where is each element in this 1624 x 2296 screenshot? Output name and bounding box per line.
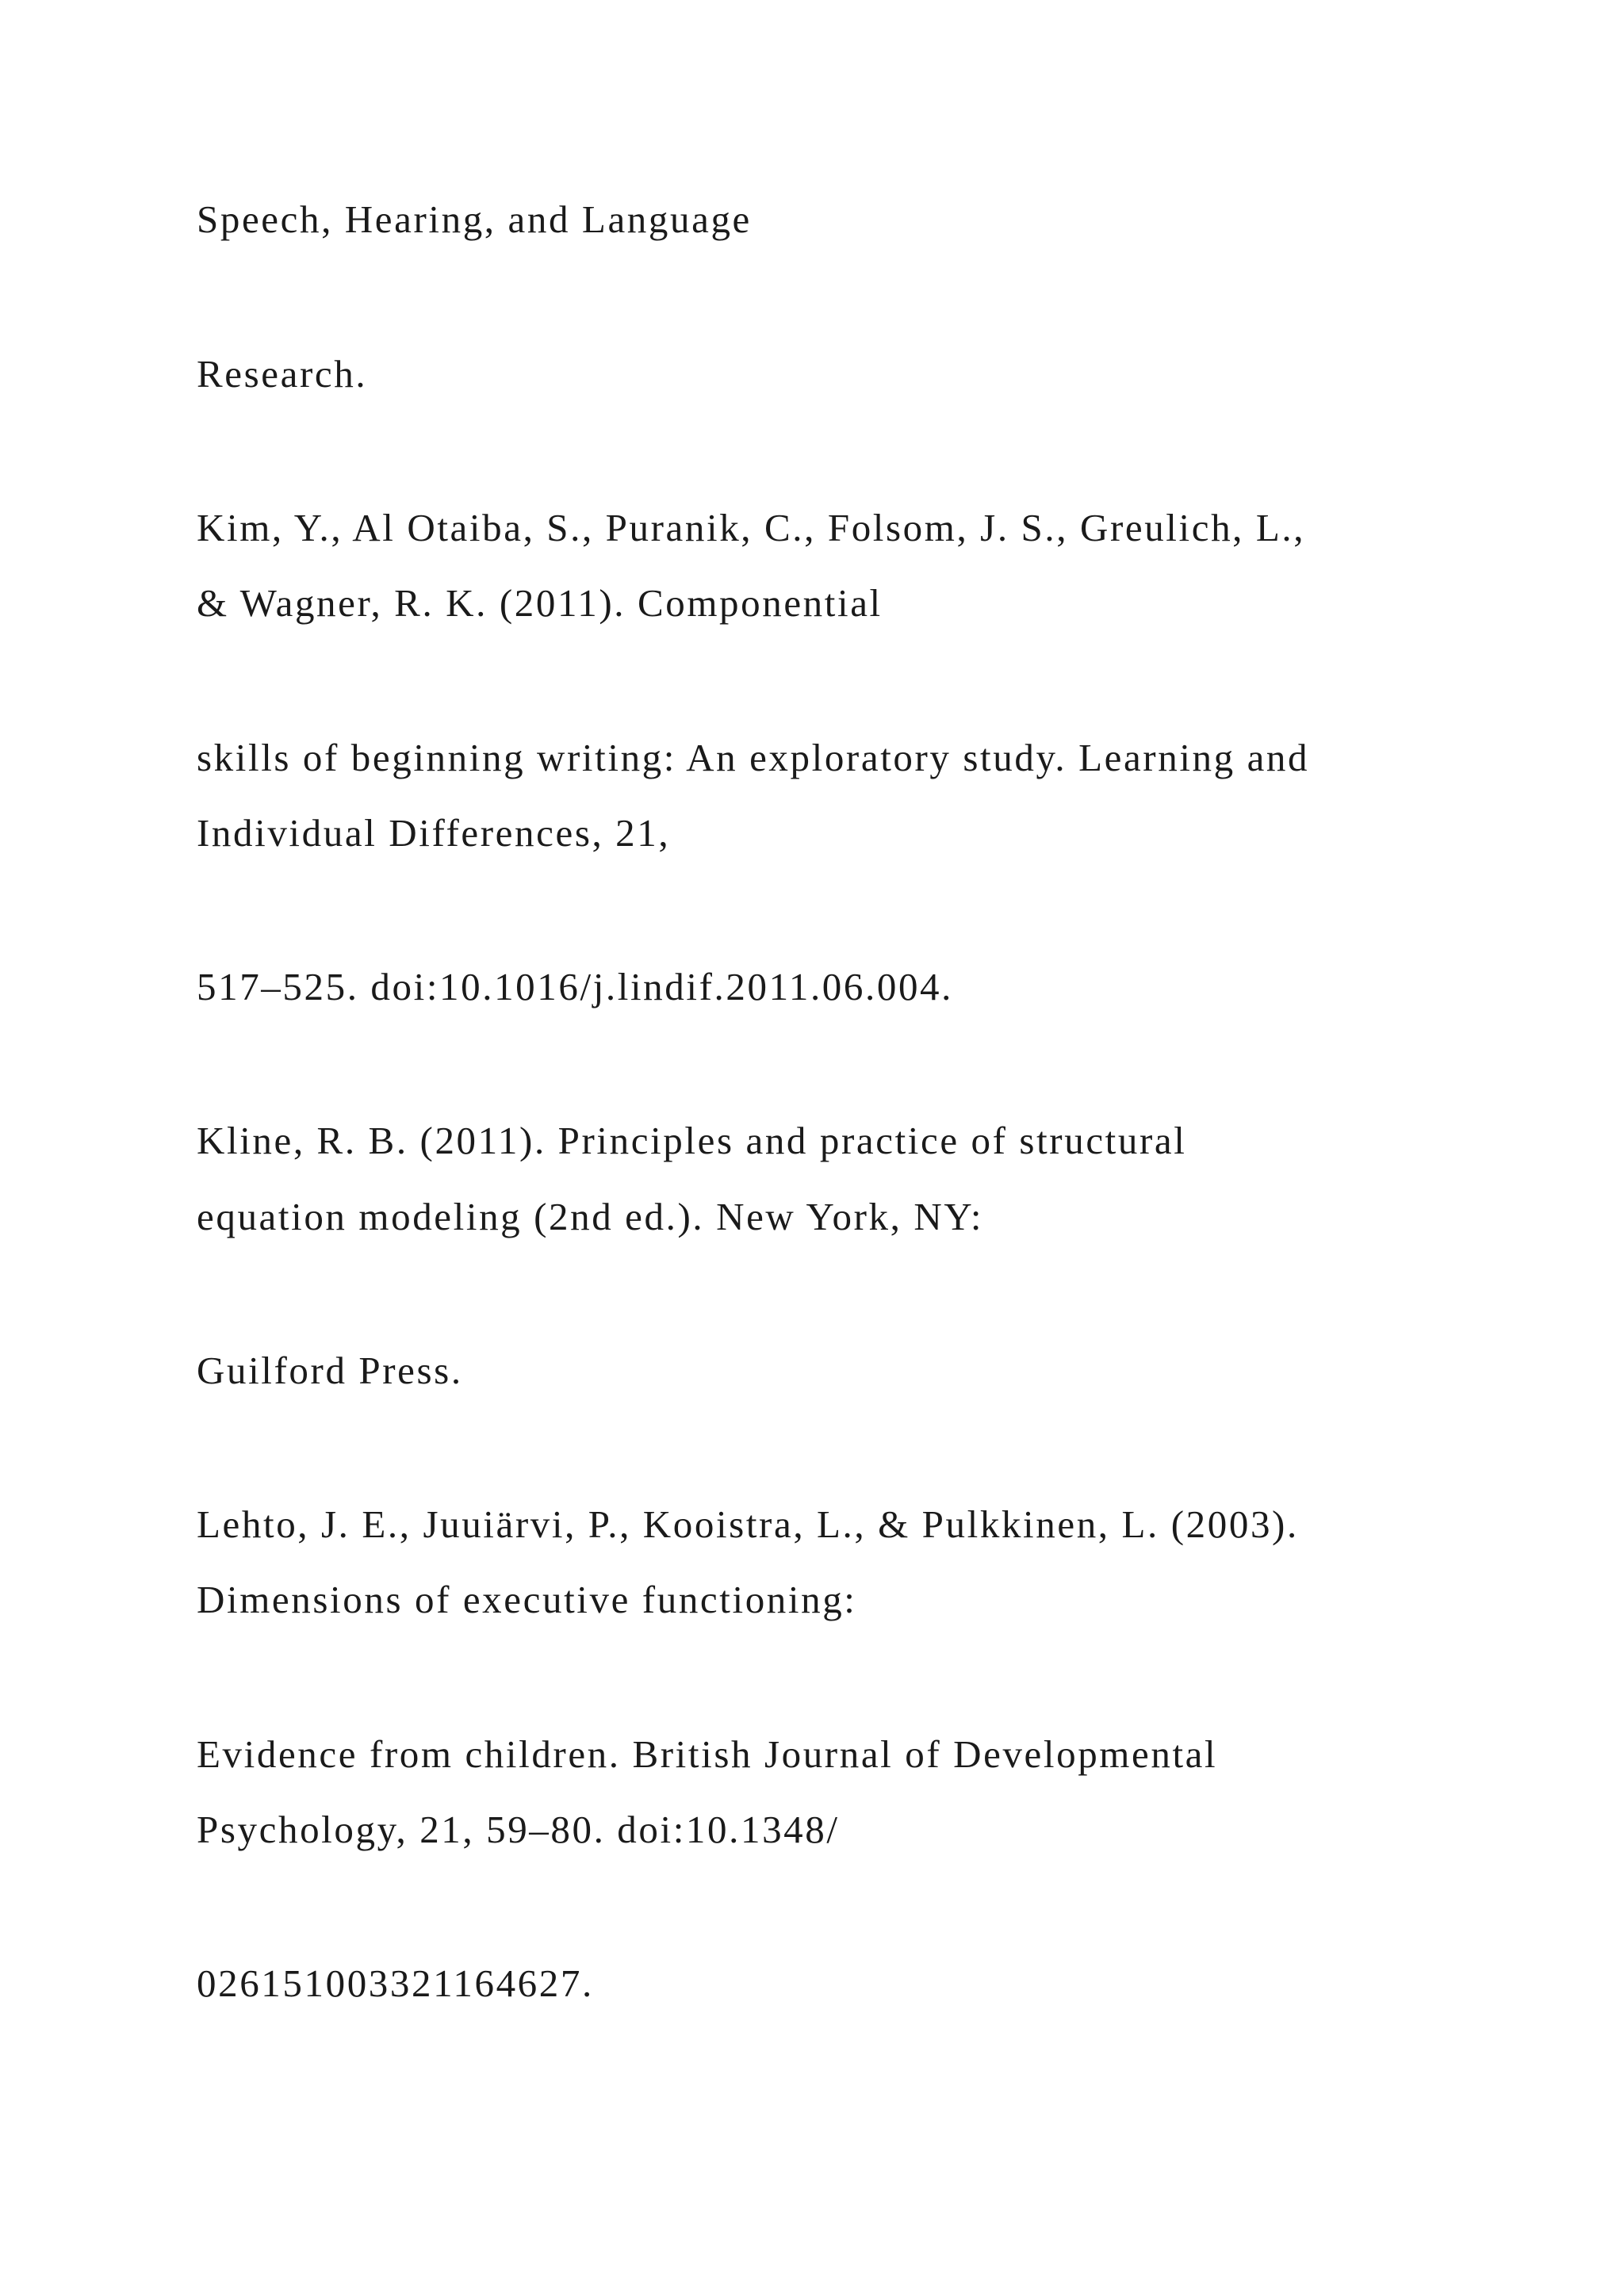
reference-kline-line-1: Kline, R. B. (2011). Principles and practice of structural [197,1119,1187,1162]
text-line-continuation-research: Research. [197,352,368,396]
reference-kim-line-1: Kim, Y., Al Otaiba, S., Puranik, C., Folsom, J. S., Greulich, L., [197,506,1306,549]
text-line-continuation-journal: Speech, Hearing, and Language [197,197,752,241]
reference-kim-line-2: & Wagner, R. K. (2011). Componential [197,581,883,625]
reference-kim-line-4: Individual Differences, 21, [197,811,671,855]
reference-lehto-line-2: Dimensions of executive functioning: [197,1578,857,1621]
reference-lehto-line-1: Lehto, J. E., Juuiärvi, P., Kooistra, L., & Pulkkinen, L. (2003). [197,1502,1299,1546]
reference-lehto-line-3: Evidence from children. British Journal of Developmental [197,1732,1218,1776]
reference-kim-line-5: 517–525. doi:10.1016/j.lindif.2011.06.004. [197,965,953,1008]
reference-kline-line-2: equation modeling (2nd ed.). New York, NY: [197,1195,984,1238]
reference-kim-line-3: skills of beginning writing: An exploratory study. Learning and [197,736,1310,779]
reference-lehto-line-5: 026151003321164627. [197,1961,594,2005]
reference-kline-line-3: Guilford Press. [197,1349,463,1392]
reference-lehto-line-4: Psychology, 21, 59–80. doi:10.1348/ [197,1808,840,1851]
